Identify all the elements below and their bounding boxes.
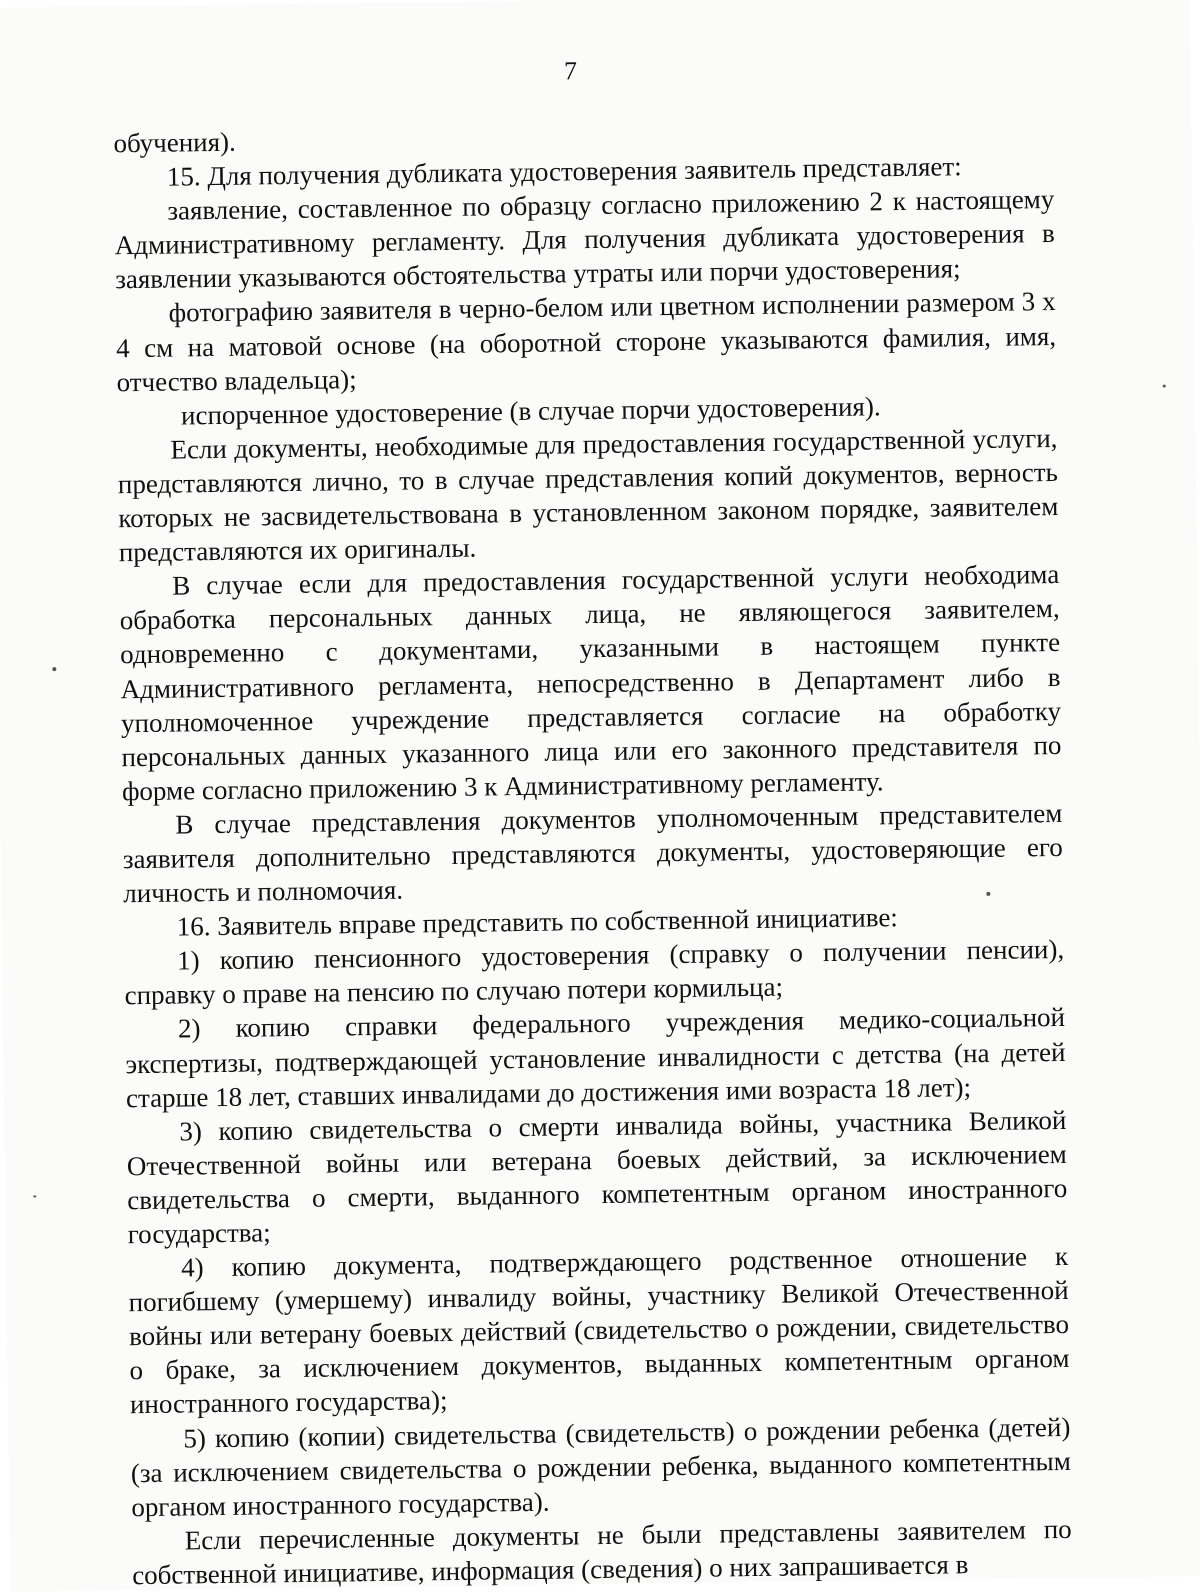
paragraph-representative: В случае представления документов уполномоченным представителем заявителя дополнительно представляются документы, удостоверяющие его личность и полномочия. xyxy=(122,797,1063,909)
list-item-3: 3) копию свидетельства о смерти инвалида войны, участника Великой Отечественной войны или ветерана боевых действий, за исключением свидетельства о смерти, выданного компетентным органом иностранного государства; xyxy=(126,1104,1068,1250)
paragraph-item-16: 16. Заявитель вправе представить по собственной инициативе: xyxy=(176,902,899,942)
paragraph-personal-data: В случае если для предоставления государственной услуги необходима обработка персональных данных лица, не являющегося заявителем, одновременно с документами, указанными в настоящем пункте Административного регламента, непосредственно в Департамент либо в уполномоченное учреждение представляется согласие на обработку персональных данных указанного лица или его законного представителя по форме согласно приложению 3 к Административному регламенту. xyxy=(119,559,1062,807)
paragraph-originals: Если документы, необходимые для предоставления государственной услуги, представляются лично, то в случае представления копий документов, верность которых не засвидетельствована в установленном законом порядке, заявителем представляются их оригиналы. xyxy=(117,422,1059,568)
scan-speck xyxy=(1163,385,1166,388)
scan-speck xyxy=(52,667,56,671)
paragraph-damaged-certificate: испорченное удостоверение (в случае порчи удостоверения). xyxy=(180,391,881,431)
list-item-2: 2) копию справки федерального учреждения медико-социальной экспертизы, подтверждающей установление инвалидности с детства (на детей старше 18 лет, ставших инвалидами до достижения ими возраста 18 лет); xyxy=(125,1002,1066,1113)
page-number: 7 xyxy=(563,56,578,86)
list-item-1: 1) копию пенсионного удостоверения (справку о получении пенсии), справку о праве на пенсию по случаю потери кормильца; xyxy=(124,934,1065,1011)
paragraph-continuation: обучения). xyxy=(113,126,236,159)
paragraph-request-info: Если перечисленные документы не были представлены заявителем по собственной инициативе, информация (сведения) о них запрашивается в xyxy=(132,1513,1072,1591)
scan-speck xyxy=(986,892,990,896)
paragraph-item-15: 15. Для получения дубликата удостоверения заявитель представляет: xyxy=(166,151,962,192)
paragraph-photo: фотографию заявителя в черно-белом или цветном исполнении размером 3 х 4 см на матовой основе (на оборотной стороне указываются фамилия, имя, отчество владельца); xyxy=(115,286,1057,397)
list-item-4: 4) копию документа, подтверждающего родственное отношение к погибшему (умершему) инвалиду войны, участнику Великой Отечественной войны или ветерану боевых действий (свидетельство о рождении, свидетельство о браке, за исключением документов, выданных компетентным органом иностранного государства); xyxy=(128,1241,1070,1420)
document-body xyxy=(113,114,1072,1592)
list-item-5: 5) копию (копии) свидетельства (свидетельств) о рождении ребенка (детей) (за исключением свидетельства о рождении ребенка, выданного компетентным органом иностранного государства). xyxy=(130,1411,1071,1522)
scan-speck xyxy=(33,1195,36,1197)
paragraph-application: заявление, составленное по образцу согласно приложению 2 к настоящему Административному регламенту. Для получения дубликата удостоверения в заявлении указываются обстоятельства утраты или порчи удостоверения; xyxy=(114,184,1055,295)
